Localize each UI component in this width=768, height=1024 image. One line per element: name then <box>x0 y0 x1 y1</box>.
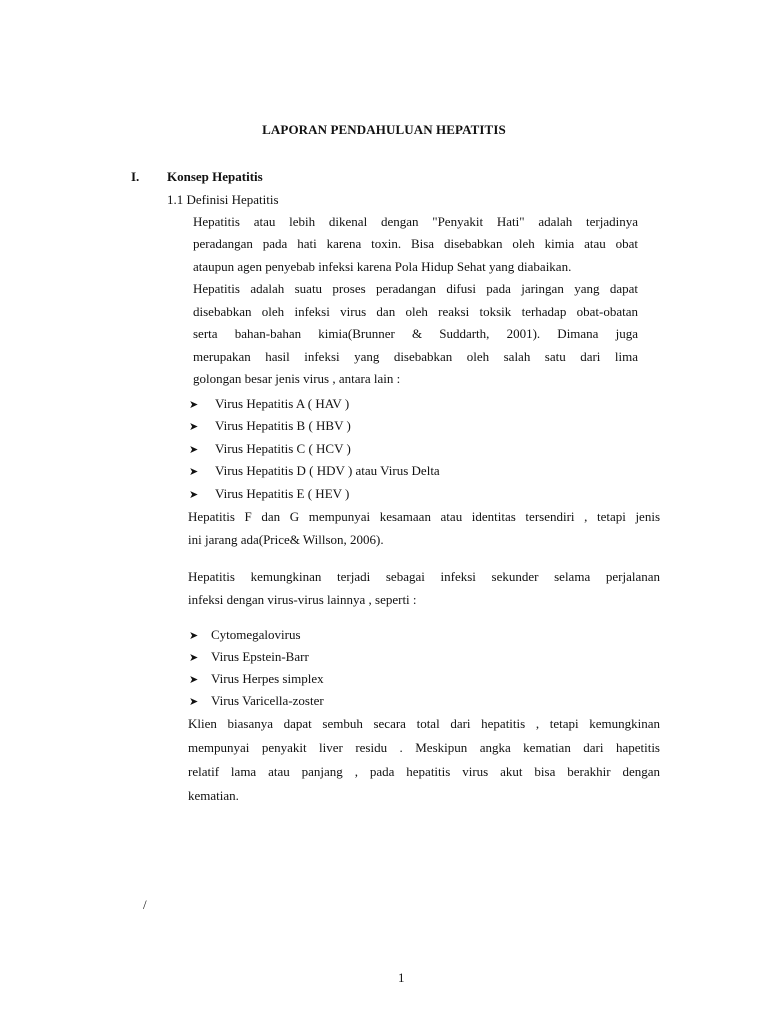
section-title: Konsep Hepatitis <box>167 169 263 184</box>
list-item: ➤ Virus Hepatitis C ( HCV ) <box>189 441 351 456</box>
paragraph-line: kematian. <box>188 788 239 803</box>
list-item: ➤ Virus Hepatitis A ( HAV ) <box>189 396 350 411</box>
stray-mark: / <box>143 897 147 912</box>
paragraph-line: golongan besar jenis virus , antara lain : <box>193 371 401 386</box>
list-item: ➤ Virus Hepatitis B ( HBV ) <box>189 418 351 433</box>
arrow-bullet-icon: ➤ <box>189 489 199 501</box>
paragraph-line: serta bahan-bahan kimia(Brunner & Suddarth, 2001). Dimana juga <box>193 326 638 341</box>
paragraph-line: relatif lama atau panjang , pada hepatitis virus akut bisa berakhir dengan <box>188 764 660 779</box>
subsection-title: 1.1 Definisi Hepatitis <box>167 192 279 207</box>
paragraph-line: Hepatitis atau lebih dikenal dengan "Penyakit Hati" adalah terjadinya <box>193 214 638 229</box>
paragraph-line: Hepatitis adalah suatu proses peradangan difusi pada jaringan yang dapat <box>193 281 638 296</box>
list-item: ➤ Virus Epstein-Barr <box>189 649 309 664</box>
paragraph-line: Hepatitis kemungkinan terjadi sebagai infeksi sekunder selama perjalanan <box>188 569 660 584</box>
paragraph-line: ini jarang ada(Price& Willson, 2006). <box>188 532 384 547</box>
list-item: ➤ Cytomegalovirus <box>189 627 301 642</box>
list-item: ➤ Virus Hepatitis E ( HEV ) <box>189 486 350 501</box>
paragraph-line: mempunyai penyakit liver residu . Meskipun angka kematian dari hapetitis <box>188 740 660 755</box>
list-item: ➤ Virus Hepatitis D ( HDV ) atau Virus Delta <box>189 463 440 478</box>
paragraph-line: Hepatitis F dan G mempunyai kesamaan atau identitas tersendiri , tetapi jenis <box>188 509 660 524</box>
arrow-bullet-icon: ➤ <box>189 421 199 433</box>
arrow-bullet-icon: ➤ <box>189 444 199 456</box>
document-title: LAPORAN PENDAHULUAN HEPATITIS <box>262 122 506 137</box>
paragraph-line: infeksi dengan virus-virus lainnya , seperti : <box>188 592 417 607</box>
page-number: 1 <box>398 970 405 985</box>
arrow-bullet-icon: ➤ <box>189 630 199 642</box>
arrow-bullet-icon: ➤ <box>189 696 199 708</box>
paragraph-line: ataupun agen penyebab infeksi karena Pola Hidup Sehat yang diabaikan. <box>193 259 572 274</box>
list-item: ➤ Virus Varicella-zoster <box>189 693 324 708</box>
paragraph-line: Klien biasanya dapat sembuh secara total dari hepatitis , tetapi kemungkinan <box>188 716 660 731</box>
arrow-bullet-icon: ➤ <box>189 652 199 664</box>
paragraph-line: merupakan hasil infeksi yang disebabkan oleh salah satu dari lima <box>193 349 638 364</box>
paragraph-line: peradangan pada hati karena toxin. Bisa disebabkan oleh kimia atau obat <box>193 236 638 251</box>
arrow-bullet-icon: ➤ <box>189 399 199 411</box>
section-number: I. <box>131 169 140 184</box>
arrow-bullet-icon: ➤ <box>189 674 199 686</box>
paragraph-line: disebabkan oleh infeksi virus dan oleh reaksi toksik terhadap obat-obatan <box>193 304 638 319</box>
arrow-bullet-icon: ➤ <box>189 466 199 478</box>
list-item: ➤ Virus Herpes simplex <box>189 671 324 686</box>
